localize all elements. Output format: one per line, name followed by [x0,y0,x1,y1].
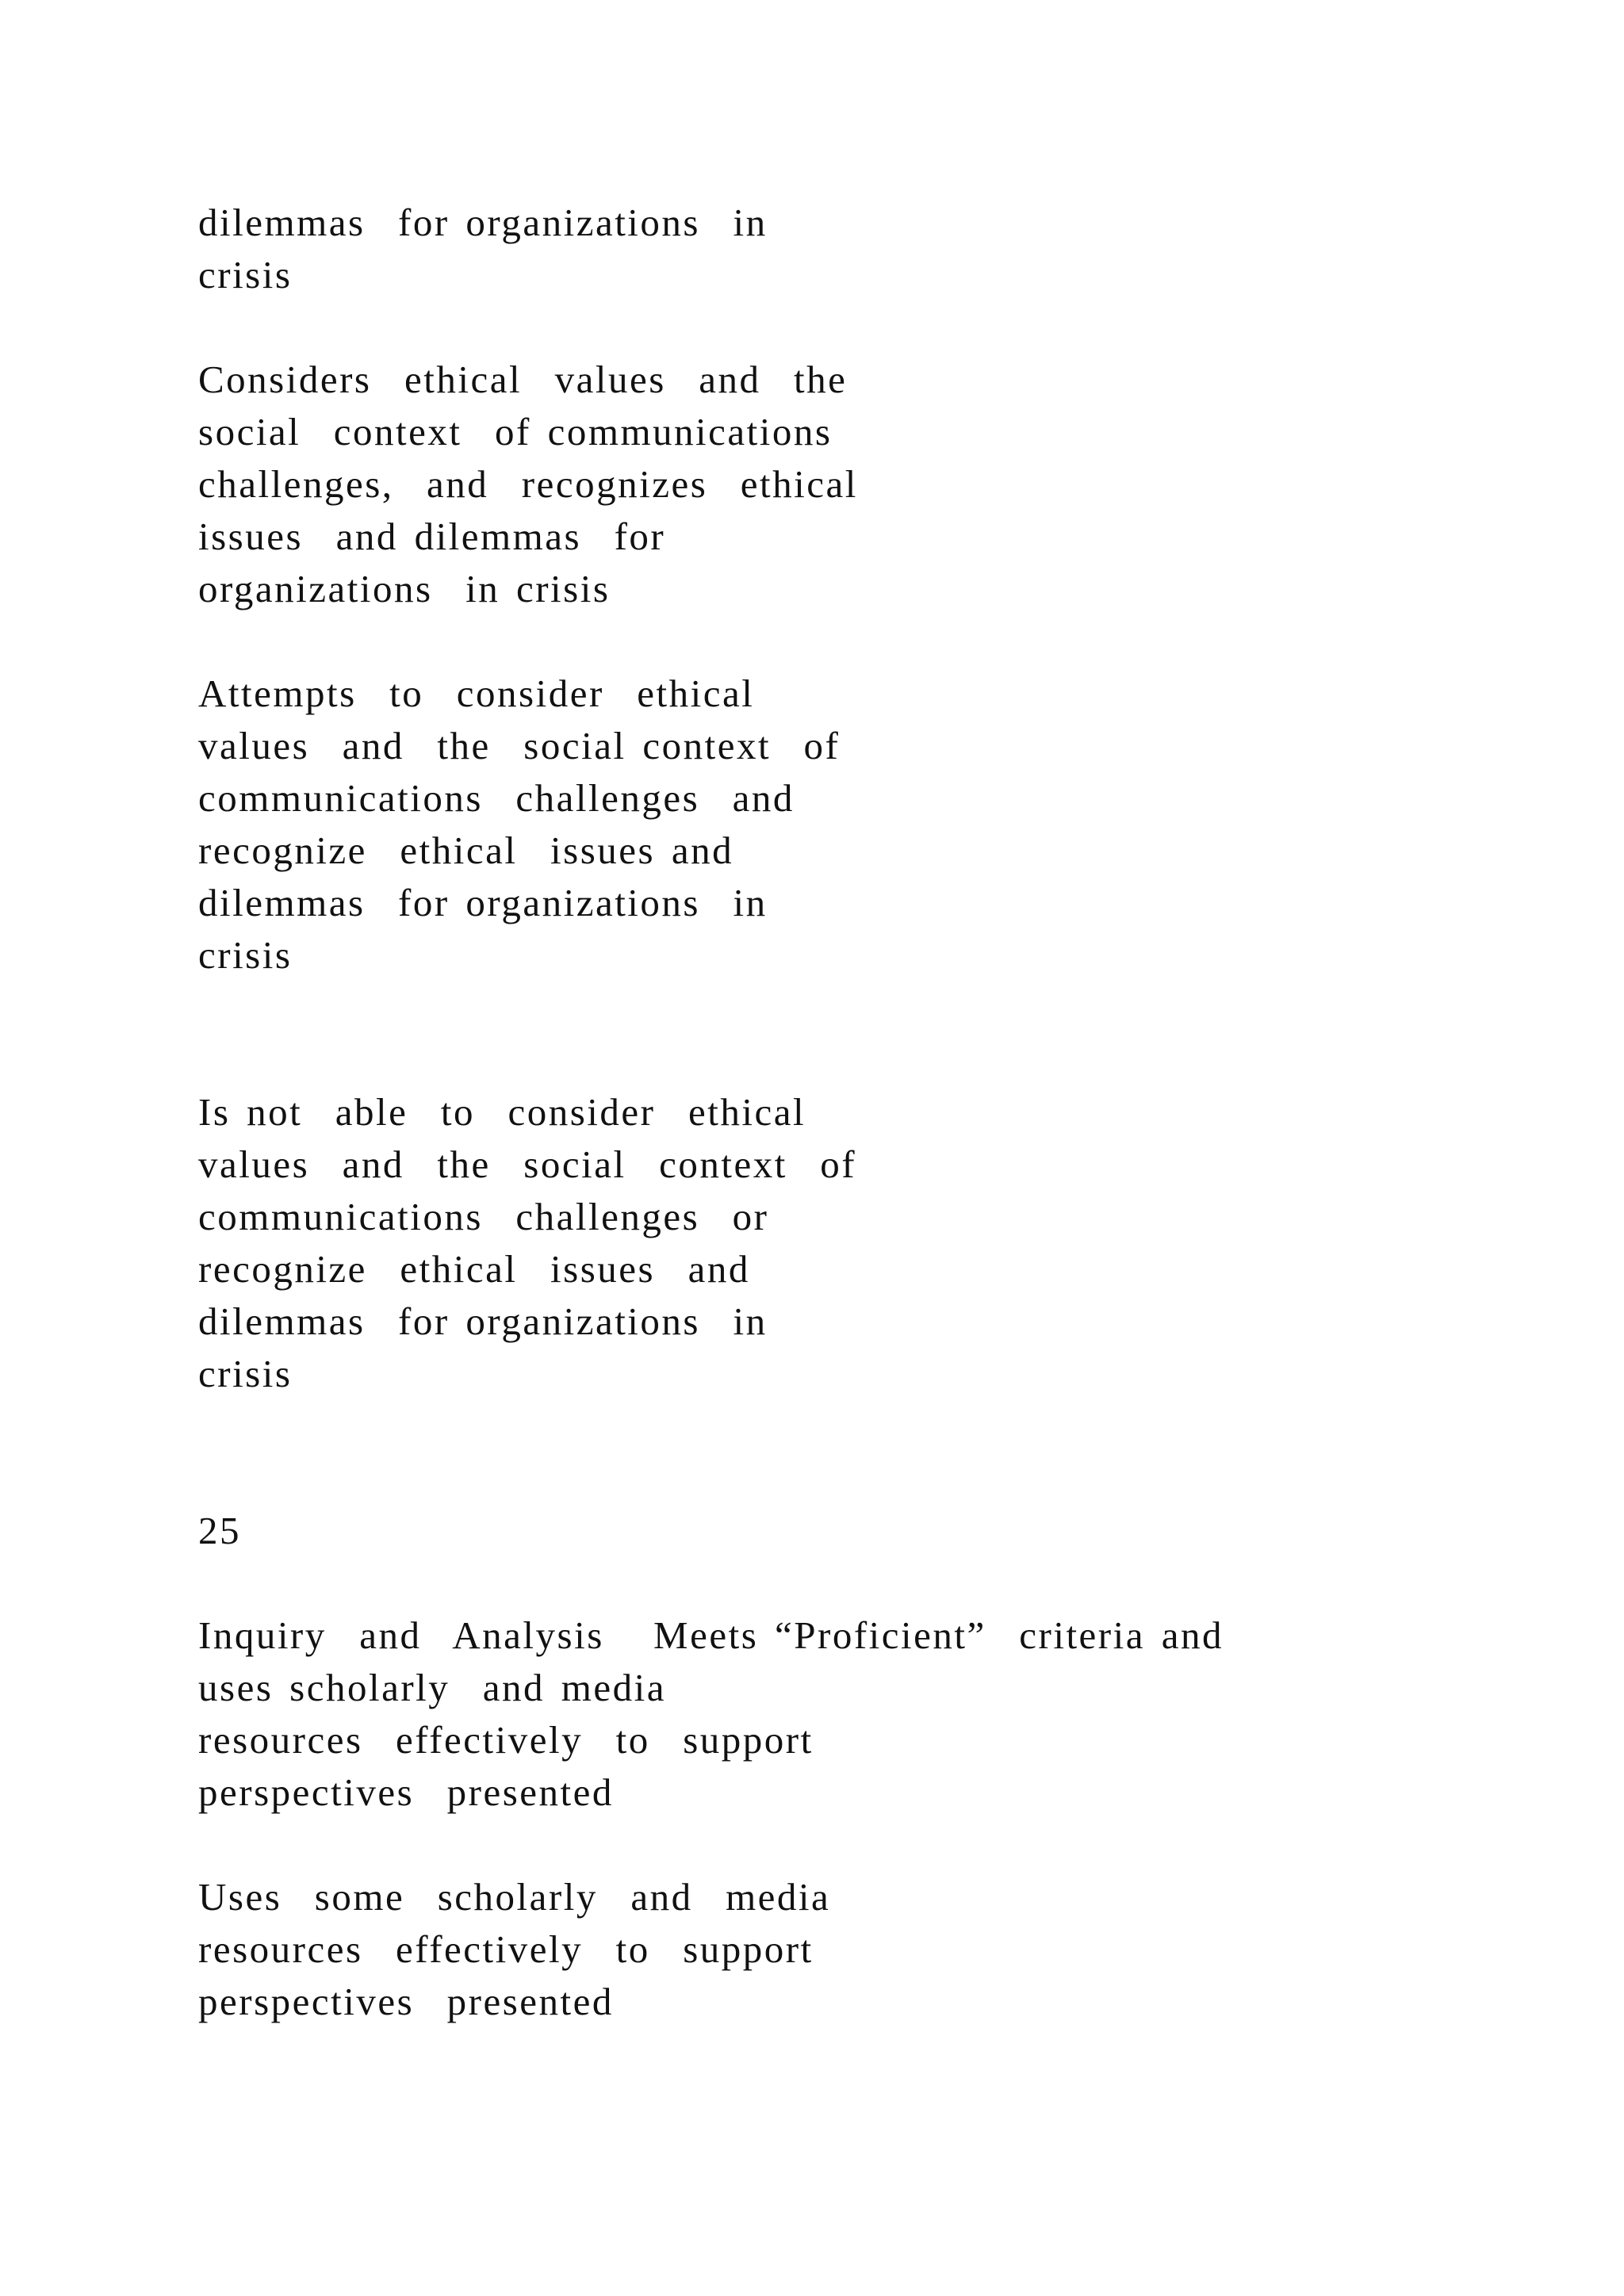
text-line: resources effectively to support [198,1718,814,1762]
text-line: crisis [198,1352,293,1395]
text-line: Attempts to consider ethical [198,672,755,715]
points-value: 25 [198,1509,241,1552]
text-line: uses scholarly and media [198,1666,666,1709]
text-line: resources effectively to support [198,1927,814,1971]
text-line: recognize ethical issues and [198,828,734,872]
text-line: values and the social context of [198,1142,857,1186]
text-line: values and the social context of [198,724,841,767]
text-line: organizations in crisis [198,567,611,610]
text-line: communications challenges or [198,1195,769,1238]
text-line: crisis [198,933,293,977]
text-line: dilemmas for organizations in [198,881,768,924]
text-line: social context of communications [198,410,833,453]
text-line: Inquiry and Analysis Meets “Proficient” criteria and [198,1613,1224,1657]
text-line: dilemmas for organizations in [198,201,768,244]
text-line: perspectives presented [198,1980,614,2023]
text-line: crisis [198,253,293,297]
text-line: challenges, and recognizes ethical [198,462,858,506]
text-line: issues and dilemmas for [198,515,666,558]
text-line: Is not able to consider ethical [198,1090,806,1134]
text-line: perspectives presented [198,1770,614,1814]
text-line: dilemmas for organizations in [198,1299,768,1343]
text-line: Considers ethical values and the [198,358,848,401]
text-line: recognize ethical issues and [198,1247,750,1291]
text-line: communications challenges and [198,776,795,820]
text-line: Uses some scholarly and media [198,1875,831,1919]
